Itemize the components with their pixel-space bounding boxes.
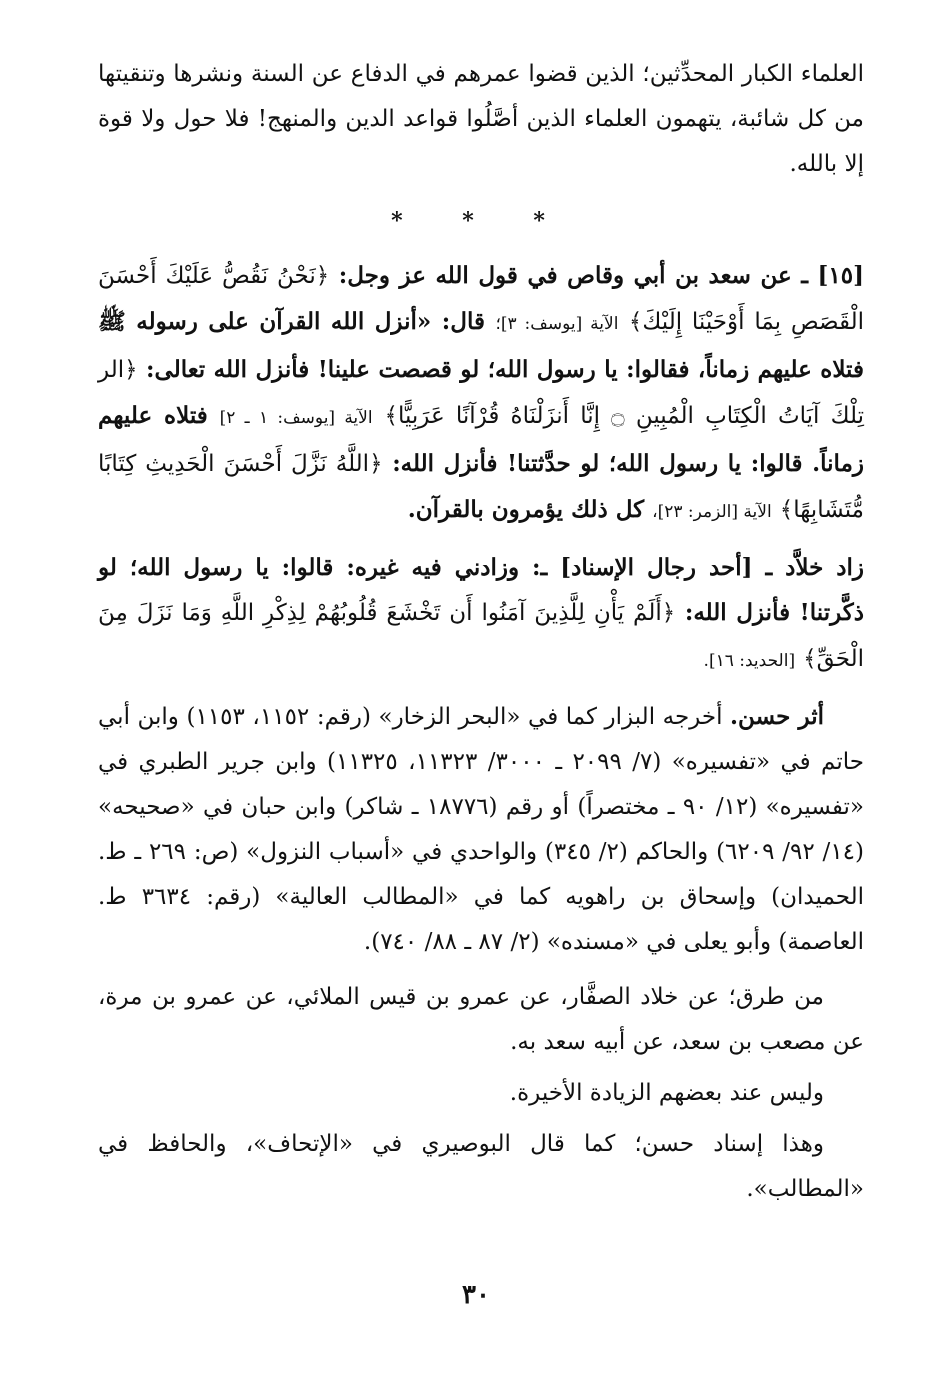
laysa-paragraph xyxy=(98,1071,864,1116)
ziyada-opening: زاد خلاَّد ـ [أحد رجال الإسناد] ـ: وزادني فيه غيره: قالوا: يا رسول الله؛ لو ذكَّرتنا! فأنزل الله: xyxy=(98,554,865,626)
takhrij-text: أخرجه البزار كما في «البحر الزخار» (رقم: ١١٥٢، ١١٥٣) وابن أبي حاتم في «تفسيره» (٧/ ٢٠٩٩ ـ ٣٠٠٠/ ١١٣٢٣، ١١٣٢٥) وابن جرير الطبري في «تفسيره» (١٢/ ٩٠ ـ مختصراً) أو رقم (١٨٧٧٦ ـ شاكر) وابن حبان في «صحيحه» (١٤/ ٩٢/ ٦٢٠٩) والحاكم (٢/ ٣٤٥) والواحدي في «أسباب النزول» (ص: ٢٦٩ ـ ط. الحميدان) وإسحاق بن راهويه كما في «المطالب العالية» (رقم: ٣٦٣٤ ط. العاصمة) وأبو يعلى في «مسنده» (٢/ ٨٧ ـ ٨٨/ ٧٤٠). xyxy=(98,704,865,955)
intro-paragraph xyxy=(98,52,864,187)
turuq-text: من طرق؛ عن خلاد الصفَّار، عن عمرو بن قيس الملائي، عن عمرو بن مرة، عن مصعب بن سعد، عن أبيه سعد به. xyxy=(98,984,864,1055)
hadith-opening: [١٥] ـ عن سعد بن أبي وقاص في قول الله عز وجل: xyxy=(338,262,864,289)
hadith-ref-3: الآية [الزمر: ٢٣]، xyxy=(652,502,772,522)
hadith-verse-2: ﴿الر تِلْكَ آيَاتُ الْكِتَابِ الْمُبِينِ ۝ إِنَّا أَنزَلْنَاهُ قُرْآنًا عَرَبِيًّا﴾ xyxy=(98,357,864,429)
hadith-ref-2: الآية [يوسف: ١ ـ ٢] xyxy=(219,408,373,428)
hadith-paragraph xyxy=(98,253,864,535)
laysa-text: وليس عند بعضهم الزيادة الأخيرة. xyxy=(509,1080,824,1106)
takhrij-paragraph xyxy=(98,694,864,965)
hasan-paragraph xyxy=(98,1122,864,1212)
turuq-paragraph xyxy=(98,975,864,1065)
hadith-ref-1: الآية [يوسف: ٣]؛ xyxy=(495,314,619,334)
hadith-said: قال: «أنزل الله القرآن على رسوله ﷺ فتلاه عليهم زماناً، فقالوا: يا رسول الله؛ لو قصصت علينا! فأنزل الله تعالى: xyxy=(98,308,864,383)
hadith-verse-3: ﴿اللَّهُ نَزَّلَ أَحْسَنَ الْحَدِيثِ كِتَابًا مُّتَشَابِهًا﴾ xyxy=(98,451,864,523)
ziyada-verse: ﴿أَلَمْ يَأْنِ لِلَّذِينَ آمَنُوا أَن تَخْشَعَ قُلُوبُهُمْ لِذِكْرِ اللَّهِ وَمَا نَزَلَ مِنَ الْحَقِّ﴾ xyxy=(98,600,864,672)
page-body xyxy=(98,52,864,1212)
ziyada-paragraph xyxy=(98,545,864,684)
hadith-ending: كل ذلك يؤمرون بالقرآن. xyxy=(407,496,645,523)
ziyada-ref: [الحديد: ١٦]. xyxy=(703,651,796,671)
intro-text: العلماء الكبار المحدِّثين؛ الذين قضوا عمرهم في الدفاع عن السنة ونشرها وتنقيتها من كل شائبة، يتهمون العلماء الذين أصَّلُوا قواعد الدين والمنهج! فلا حول ولا قوة إلا بالله. xyxy=(98,61,864,177)
page-number: ٣٠ xyxy=(462,1280,490,1310)
hadith-verse-1: ﴿نَحْنُ نَقُصُّ عَلَيْكَ أَحْسَنَ الْقَصَصِ بِمَا أَوْحَيْنَا إِلَيْكَ﴾ xyxy=(98,263,864,335)
takhrij-grade: أثر حسن. xyxy=(730,703,825,730)
hadith-middle: فتلاه عليهم زماناً. قالوا: يا رسول الله؛ لو حدَّثتنا! فأنزل الله: xyxy=(98,402,864,477)
hasan-text: وهذا إسناد حسن؛ كما قال البوصيري في «الإتحاف»، والحافظ في «المطالب». xyxy=(98,1131,864,1202)
section-separator: * * * xyxy=(391,208,571,234)
